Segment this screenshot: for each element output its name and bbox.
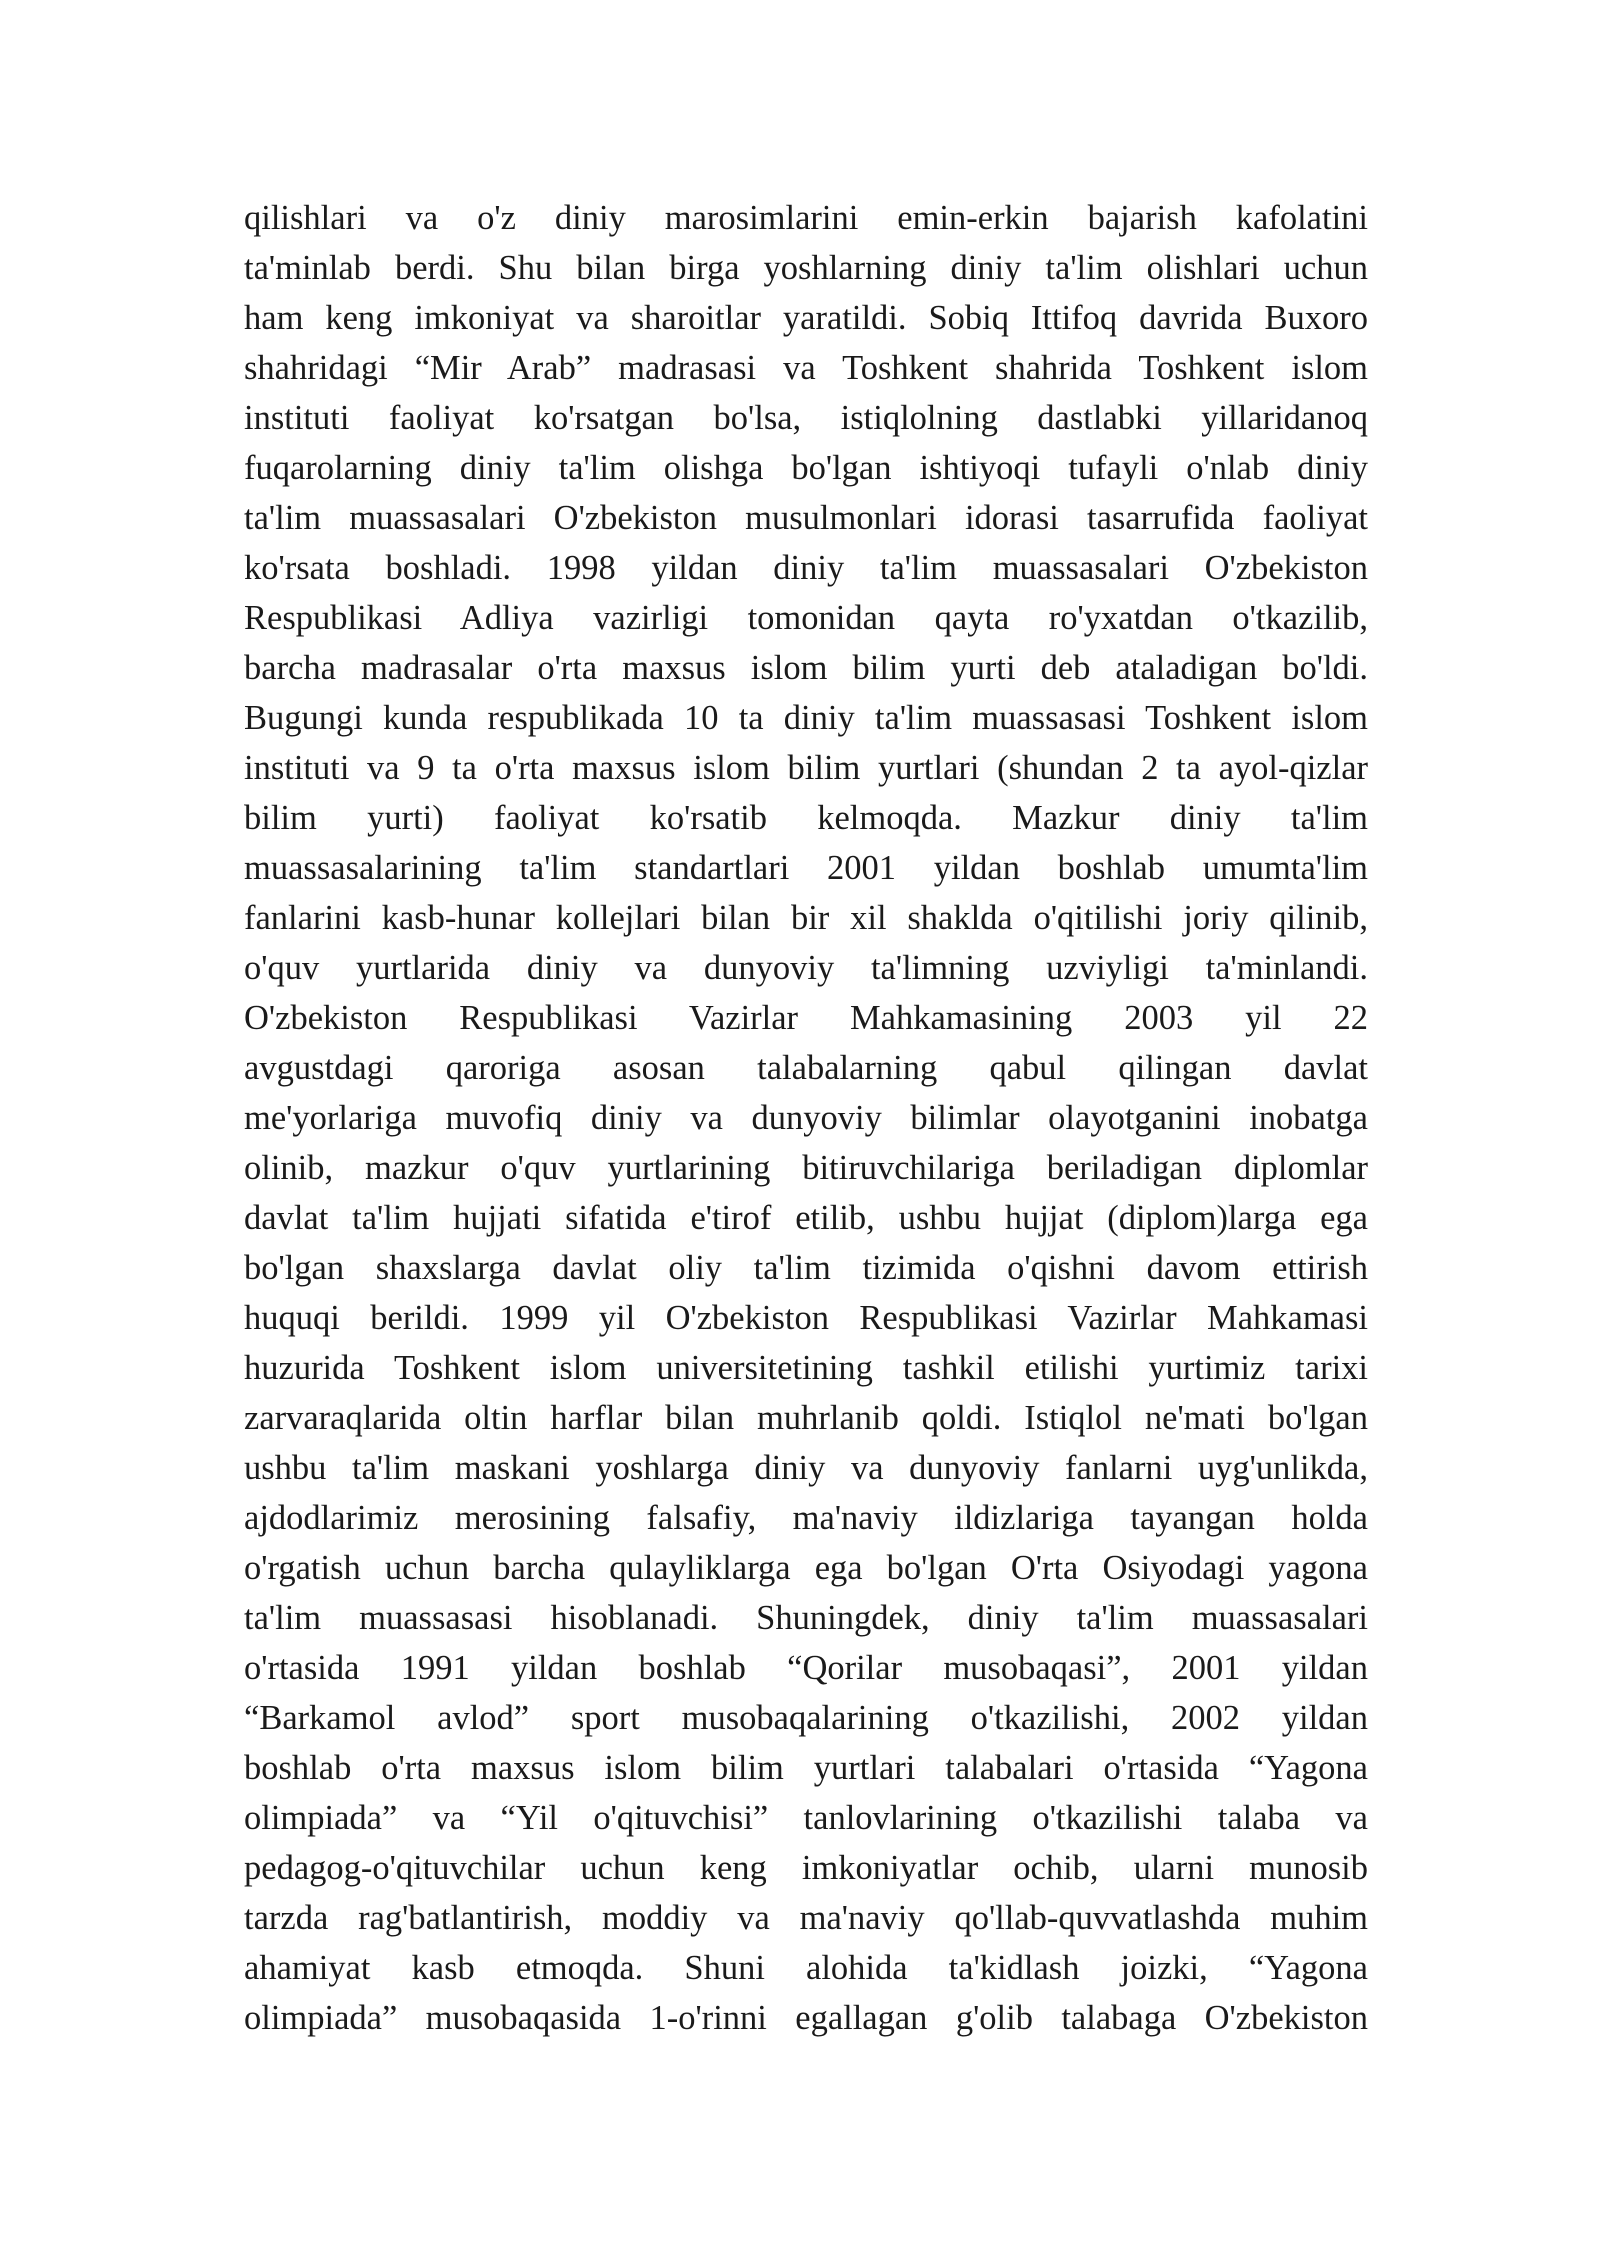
text-line: huquqi berildi. 1999 yil O'zbekiston Respublikasi Vazirlar Mahkamasi: [244, 1299, 1368, 1337]
text-line: ham keng imkoniyat va sharoitlar yaratildi. Sobiq Ittifoq davrida Buxoro: [244, 299, 1368, 337]
text-line: ko'rsata boshladi. 1998 yildan diniy ta'lim muassasalari O'zbekiston: [244, 549, 1368, 587]
text-line: ta'minlab berdi. Shu bilan birga yoshlarning diniy ta'lim olishlari uchun: [244, 249, 1368, 287]
text-line: instituti faoliyat ko'rsatgan bo'lsa, istiqlolning dastlabki yillaridanoq: [244, 399, 1368, 437]
text-line: olimpiada” musobaqasida 1-o'rinni egallagan g'olib talabaga O'zbekiston: [244, 1999, 1368, 2037]
text-line: O'zbekiston Respublikasi Vazirlar Mahkamasining 2003 yil 22: [244, 999, 1368, 1037]
body-text: [244, 193, 1368, 2043]
text-line: qilishlari va o'z diniy marosimlarini emin-erkin bajarish kafolatini: [244, 199, 1368, 237]
text-line: o'quv yurtlarida diniy va dunyoviy ta'limning uzviyligi ta'minlandi.: [244, 949, 1368, 987]
text-line: me'yorlariga muvofiq diniy va dunyoviy bilimlar olayotganini inobatga: [244, 1099, 1368, 1137]
text-line: shahridagi “Mir Arab” madrasasi va Toshkent shahrida Toshkent islom: [244, 349, 1368, 387]
text-line: olimpiada” va “Yil o'qituvchisi” tanlovlarining o'tkazilishi talaba va: [244, 1799, 1368, 1837]
text-line: ahamiyat kasb etmoqda. Shuni alohida ta'kidlash joizki, “Yagona: [244, 1949, 1368, 1987]
text-line: bilim yurti) faoliyat ko'rsatib kelmoqda. Mazkur diniy ta'lim: [244, 799, 1368, 837]
text-line: boshlab o'rta maxsus islom bilim yurtlari talabalari o'rtasida “Yagona: [244, 1749, 1368, 1787]
text-line: barcha madrasalar o'rta maxsus islom bilim yurti deb ataladigan bo'ldi.: [244, 649, 1368, 687]
text-line: ta'lim muassasalari O'zbekiston musulmonlari idorasi tasarrufida faoliyat: [244, 499, 1368, 537]
text-line: o'rtasida 1991 yildan boshlab “Qorilar musobaqasi”, 2001 yildan: [244, 1649, 1368, 1687]
text-line: Bugungi kunda respublikada 10 ta diniy ta'lim muassasasi Toshkent islom: [244, 699, 1368, 737]
text-line: o'rgatish uchun barcha qulayliklarga ega bo'lgan O'rta Osiyodagi yagona: [244, 1549, 1368, 1587]
text-line: ajdodlarimiz merosining falsafiy, ma'naviy ildizlariga tayangan holda: [244, 1499, 1368, 1537]
text-line: ushbu ta'lim maskani yoshlarga diniy va dunyoviy fanlarni uyg'unlikda,: [244, 1449, 1368, 1487]
text-line: fuqarolarning diniy ta'lim olishga bo'lgan ishtiyoqi tufayli o'nlab diniy: [244, 449, 1368, 487]
text-line: olinib, mazkur o'quv yurtlarining bitiruvchilariga beriladigan diplomlar: [244, 1149, 1368, 1187]
text-line: huzurida Toshkent islom universitetining tashkil etilishi yurtimiz tarixi: [244, 1349, 1368, 1387]
text-line: Respublikasi Adliya vazirligi tomonidan qayta ro'yxatdan o'tkazilib,: [244, 599, 1368, 637]
text-line: instituti va 9 ta o'rta maxsus islom bilim yurtlari (shundan 2 ta ayol-qizlar: [244, 749, 1368, 787]
text-line: zarvaraqlarida oltin harflar bilan muhrlanib qoldi. Istiqlol ne'mati bo'lgan: [244, 1399, 1368, 1437]
text-line: “Barkamol avlod” sport musobaqalarining o'tkazilishi, 2002 yildan: [244, 1699, 1368, 1737]
text-line: pedagog-o'qituvchilar uchun keng imkoniyatlar ochib, ularni munosib: [244, 1849, 1368, 1887]
text-line: tarzda rag'batlantirish, moddiy va ma'naviy qo'llab-quvvatlashda muhim: [244, 1899, 1368, 1937]
text-line: muassasalarining ta'lim standartlari 2001 yildan boshlab umumta'lim: [244, 849, 1368, 887]
text-line: davlat ta'lim hujjati sifatida e'tirof etilib, ushbu hujjat (diplom)larga ega: [244, 1199, 1368, 1237]
text-line: avgustdagi qaroriga asosan talabalarning qabul qilingan davlat: [244, 1049, 1368, 1087]
text-line: ta'lim muassasasi hisoblanadi. Shuningdek, diniy ta'lim muassasalari: [244, 1599, 1368, 1637]
text-line: bo'lgan shaxslarga davlat oliy ta'lim tizimida o'qishni davom ettirish: [244, 1249, 1368, 1287]
text-line: fanlarini kasb-hunar kollejlari bilan bir xil shaklda o'qitilishi joriy qilinib,: [244, 899, 1368, 937]
